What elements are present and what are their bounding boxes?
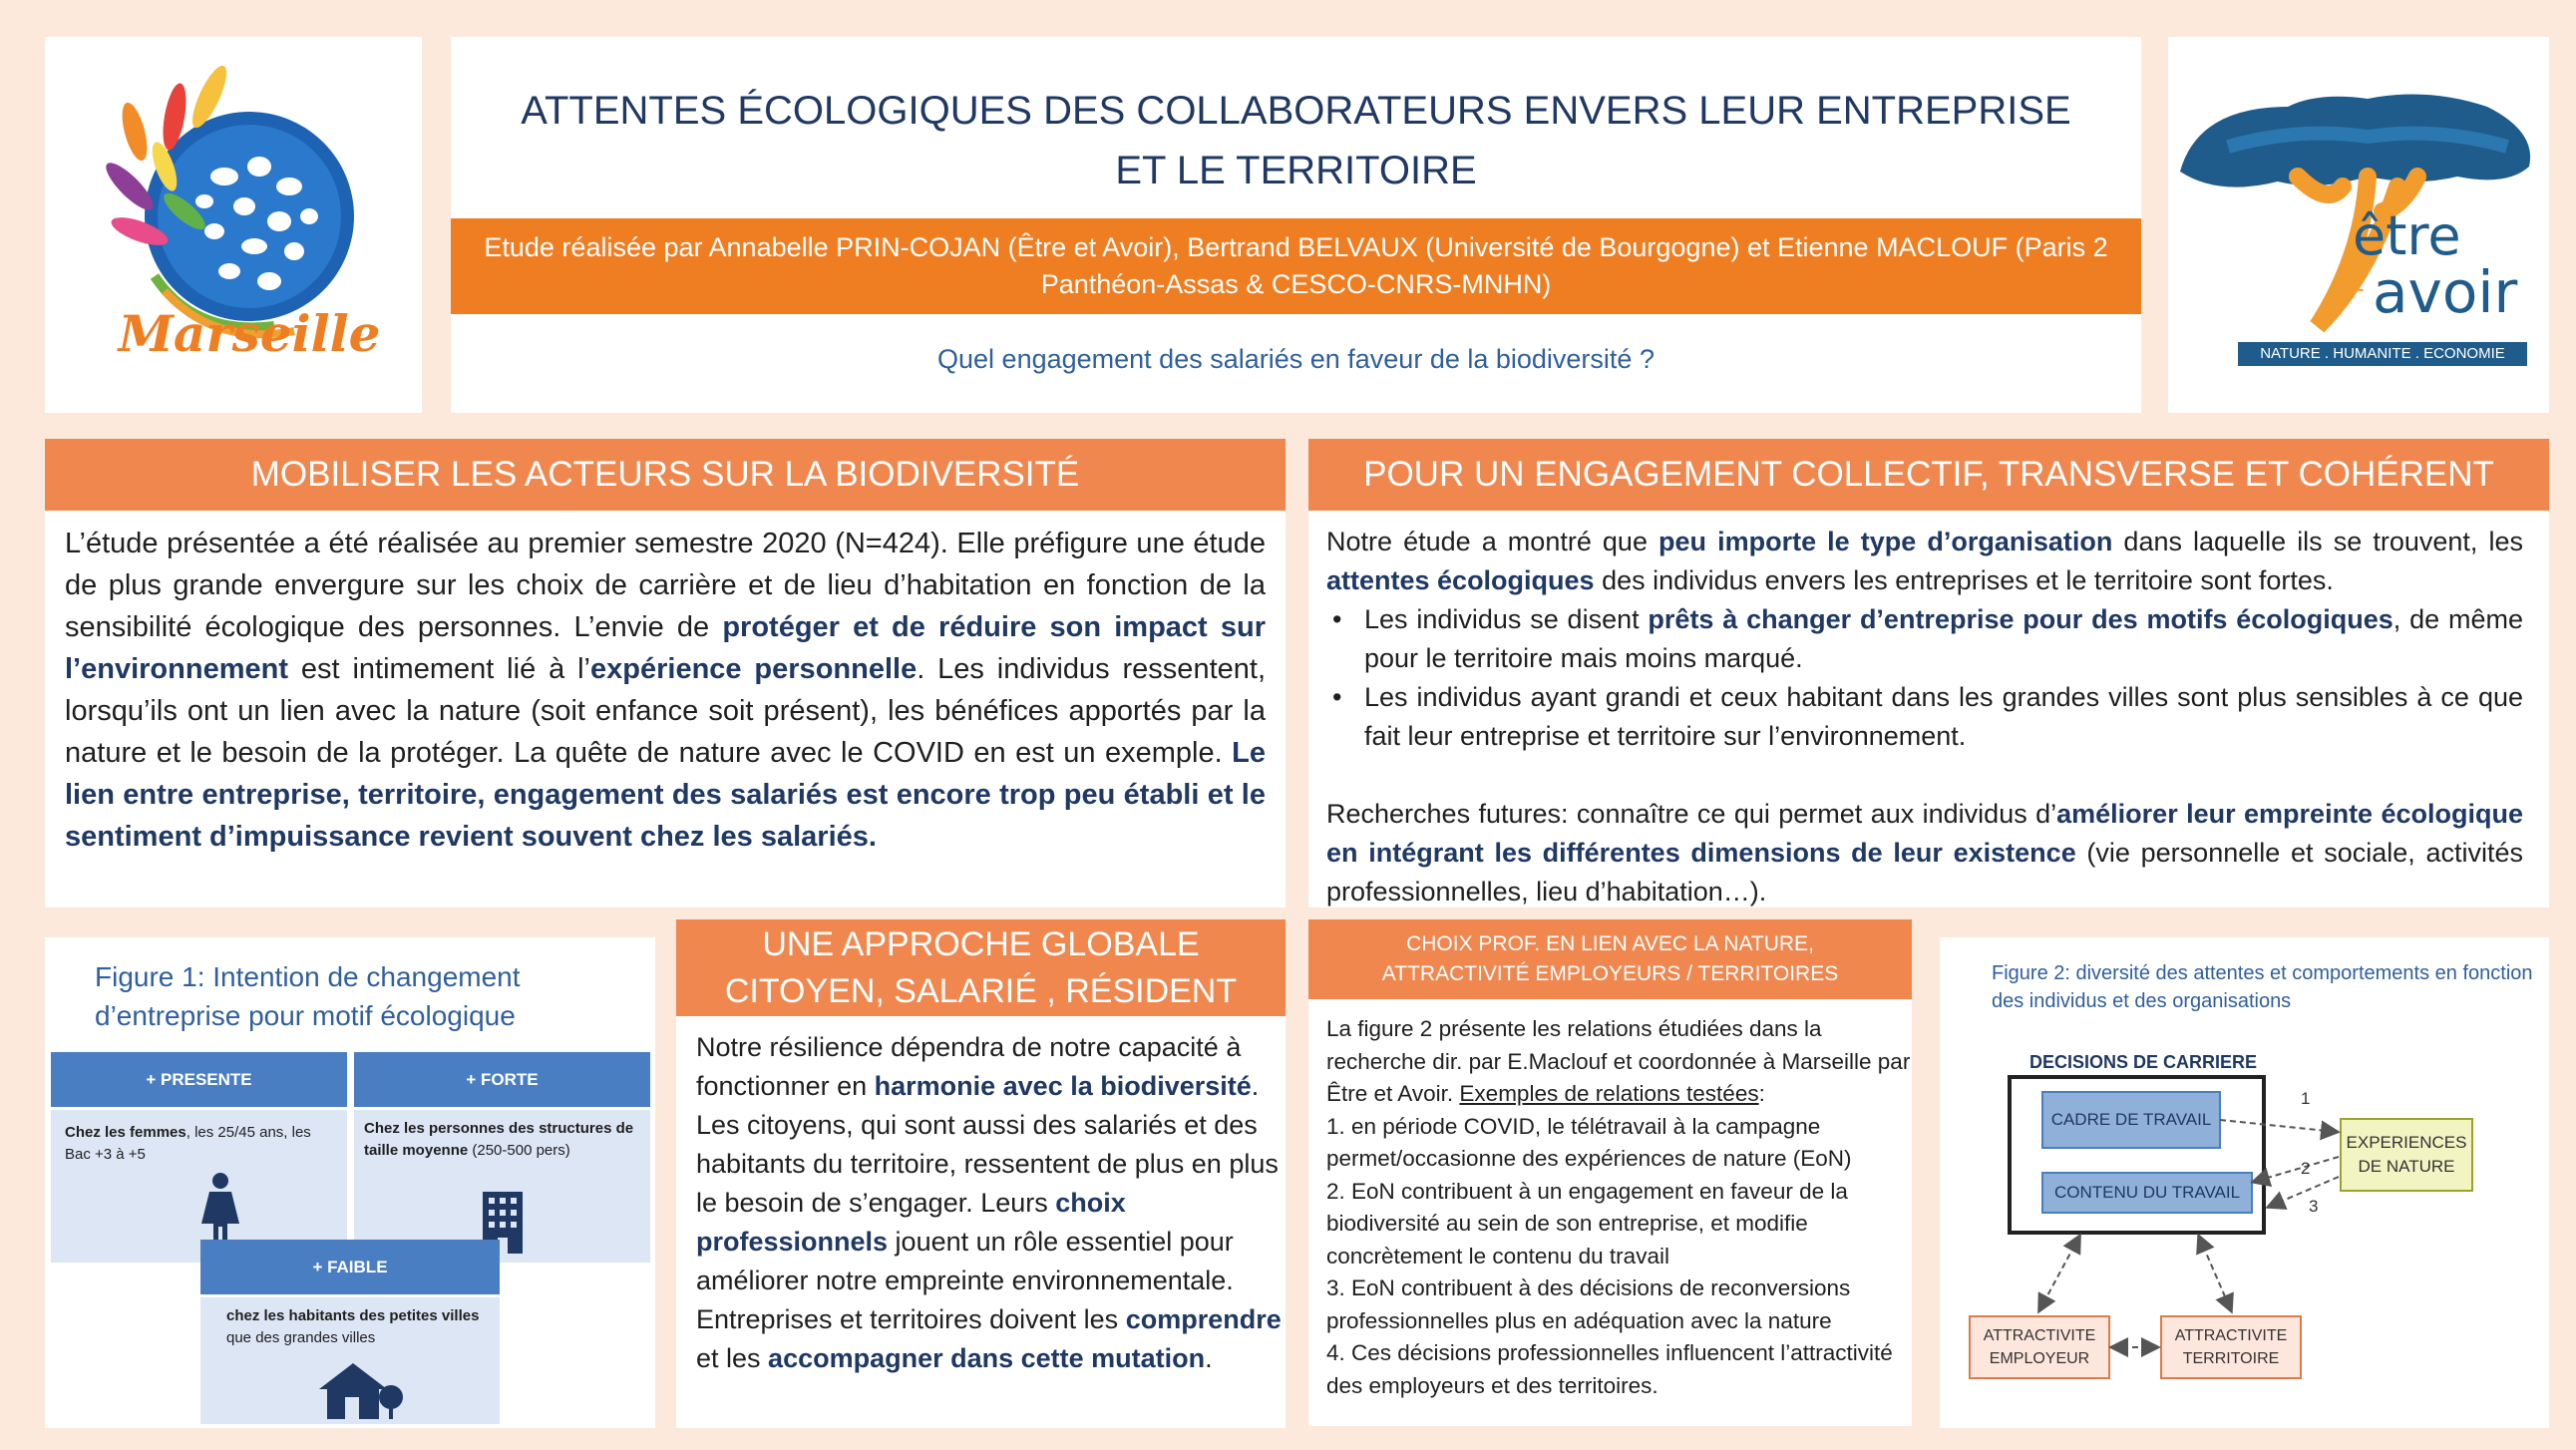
- logo-et: et: [2338, 268, 2365, 298]
- section2-paragraph-1: [1326, 523, 2523, 600]
- arrow-label-3: 3: [2309, 1197, 2319, 1216]
- s3-bold-1: harmonie avec la biodiversité: [874, 1071, 1252, 1101]
- s2-p2-text-2: (vie personnelle et sociale, activités professionnelles, lieu d’habitation…).: [1326, 838, 2523, 906]
- fig1-col3-header: [200, 1240, 500, 1294]
- s3-text-5: .: [1205, 1343, 1213, 1373]
- fig1-col3-body: [200, 1297, 500, 1424]
- bullet1-text-1: Les individus se disent: [1364, 604, 1649, 634]
- section4-title-line1: CHOIX PROF. EN LIEN AVEC LA NATURE,: [1406, 932, 1814, 955]
- arrow-1: [2220, 1120, 2337, 1132]
- arrow-label-2: 2: [2301, 1159, 2311, 1178]
- fig1-col3-header-label: + FAIBLE: [312, 1257, 388, 1276]
- fig1-col1-header-label: + PRESENTE: [146, 1069, 252, 1089]
- bullet1-bold: prêts à changer d’entreprise pour des motifs écologiques: [1648, 604, 2393, 634]
- fig1-col1-rest: , les 25/45 ans, les Bac +3 à +5: [65, 1124, 311, 1163]
- s4-intro-underlined: Exemples de relations testées: [1459, 1081, 1759, 1106]
- s3-text-4: et les: [696, 1343, 769, 1373]
- section2-bullets: [1326, 600, 2523, 756]
- figure2-box: [1940, 937, 2549, 1428]
- s1-bold-2: expérience personnelle: [590, 653, 918, 685]
- section4-header: [1308, 919, 1912, 999]
- attr-territoire-label: ATTRACTIVITE TERRITOIRE: [2174, 1327, 2288, 1367]
- fig1-col3-text: [226, 1305, 496, 1349]
- authors-text: Etude réalisée par Annabelle PRIN-COJAN (Être et Avoir), Bertrand BELVAUX (Université de Bourgogne) et Etienne MACLOUF (Paris 2 Panthéon-Assas & CESCO-CNRS-MNHN): [484, 232, 2108, 299]
- s1-text-2: est intimement lié à l’: [288, 653, 590, 685]
- s2-p2-bold: améliorer leur empreinte écologique en intégrant les différentes dimensions de leur existence: [1326, 799, 2523, 868]
- bullet2-text: Les individus ayant grandi et ceux habitant dans les grandes villes sont plus sensibles à ce que fait leur entreprise et territoire sur l’environnement.: [1364, 682, 2523, 751]
- section1-body: [45, 511, 1286, 907]
- s4-item-4: 4. Ces décisions professionnelles influencent l’attractivité des employeurs et des territoires.: [1326, 1340, 1893, 1398]
- section3-title-line1: UNE APPROCHE GLOBALE: [762, 924, 1200, 963]
- bullet-dot-2: •: [1332, 682, 1342, 712]
- fig1-col1-bold: Chez les femmes: [65, 1124, 186, 1141]
- section3-title-line2: CITOYEN, SALARIÉ , RÉSIDENT: [724, 971, 1238, 1010]
- marseille-logo-box: [45, 37, 422, 413]
- section1-paragraph: [65, 523, 1266, 858]
- section3-header: [676, 919, 1286, 1016]
- s4-intro-end: :: [1758, 1081, 1765, 1106]
- fig1-col3-rest: que des grandes villes: [226, 1329, 376, 1346]
- s4-item-1: 1. en période COVID, le télétravail à la campagne permet/occasionne des expériences de nature (EoN): [1326, 1113, 1852, 1171]
- s1-text-3: . Les individus ressentent, lorsqu’ils ont un lien avec la nature (soit enfance soit présent), les bénéfices apportés par la nature et le besoin de la protéger. La quête de nature avec le COVID en est un exemple.: [65, 653, 1266, 769]
- section4-body: [1308, 999, 1912, 1426]
- s2-text-2: dans laquelle ils se trouvent, les: [2112, 527, 2523, 556]
- experiences-label: EXPERIENCES DE NATURE: [2346, 1133, 2467, 1176]
- s3-bold-3: comprendre: [1125, 1304, 1282, 1334]
- s2-bold-1: peu importe le type d’organisation: [1658, 527, 2113, 556]
- bullet-dot-1: •: [1332, 604, 1342, 634]
- arrow-label-1: 1: [2301, 1089, 2311, 1108]
- section1-title: MOBILISER LES ACTEURS SUR LA BIODIVERSITÉ: [250, 455, 1080, 494]
- s1-bold-1: protéger et de réduire son impact sur l’environnement: [65, 611, 1266, 685]
- figure2-title: Figure 2: diversité des attentes et comportements en fonction des individus et des organisations: [1992, 962, 2533, 1012]
- arrow-3: [2269, 1177, 2339, 1207]
- s4-item-3: 3. EoN contribuent à des décisions de reconversions professionnelles plus en adéquation avec la nature: [1326, 1275, 1851, 1333]
- bullet-1: [1326, 600, 2523, 678]
- arrow-territoire: [2199, 1237, 2231, 1310]
- s2-text-1: Notre étude a montré que: [1326, 527, 1659, 556]
- s1-text-1: L’étude présentée a été réalisée au premier semestre 2020 (N=424). Elle préfigure une étude de plus grande envergure sur les choix de carrière et de lieu d’habitation en fonction de la sensibilité écologique des personnes. L’envie de: [65, 528, 1266, 643]
- arrow-employeur: [2039, 1237, 2079, 1310]
- figure1-box: [45, 937, 655, 1428]
- section4-text: [1326, 1013, 1912, 1402]
- cadre-label: CADRE DE TRAVAIL: [2050, 1110, 2212, 1129]
- section1-header: [45, 439, 1286, 511]
- marseille-logo-text: Marseille: [118, 304, 381, 363]
- s2-p2-text-1: Recherches futures: connaître ce qui permet aux individus d’: [1326, 799, 2057, 829]
- figure1-title: Figure 1: Intention de changement d’entreprise pour motif écologique: [95, 961, 521, 1031]
- fig1-col2-header: [354, 1052, 650, 1107]
- etre-avoir-logo-box: [2168, 37, 2549, 413]
- fig1-col3-bold: chez les habitants des petites villes: [226, 1307, 480, 1324]
- authors-banner: [451, 218, 2141, 314]
- s2-text-3: des individus envers les entreprises et le territoire sont fortes.: [1594, 565, 2334, 595]
- logo-avoir: avoir: [2373, 258, 2518, 326]
- s3-bold-4: accompagner dans cette mutation: [768, 1343, 1206, 1373]
- fig1-col2-text: [364, 1118, 643, 1162]
- section4-title-line2: ATTRACTIVITÉ EMPLOYEURS / TERRITOIRES: [1381, 962, 1839, 985]
- section3-paragraph: [696, 1028, 1286, 1378]
- decisions-label: DECISIONS DE CARRIERE: [2029, 1052, 2258, 1072]
- s2-bold-2: attentes écologiques: [1326, 565, 1595, 595]
- s3-text-2: . Les citoyens, qui sont aussi des salariés et des habitants du territoire, ressentent de plus en plus le besoin de s’engager. Leurs: [696, 1071, 1279, 1218]
- bullet-2: [1326, 678, 2523, 756]
- s3-text-1: Notre résilience dépendra de notre capacité à fonctionner en: [696, 1032, 1242, 1101]
- s3-bold-2: choix professionnels: [696, 1188, 1126, 1257]
- section2-title: POUR UN ENGAGEMENT COLLECTIF, TRANSVERSE ET COHÉRENT: [1363, 455, 2494, 494]
- contenu-label: CONTENU DU TRAVAIL: [2053, 1183, 2241, 1202]
- header-box: [451, 37, 2141, 413]
- fig1-col2-rest: (250-500 pers): [468, 1142, 570, 1159]
- section3-body: [676, 1016, 1286, 1428]
- fig1-col1-text: [65, 1122, 334, 1166]
- logo-tagline: NATURE . HUMANITE . ECONOMIE: [2238, 342, 2527, 366]
- logo-etre: être: [2353, 204, 2461, 267]
- section2-header: [1308, 439, 2549, 511]
- fig1-col2-bold: Chez les personnes des structures de taille moyenne: [364, 1120, 634, 1159]
- section2-body: [1308, 511, 2549, 907]
- fig1-col1-header: [51, 1052, 347, 1107]
- poster-title: ATTENTES ÉCOLOGIQUES DES COLLABORATEURS ENVERS LEUR ENTREPRISE ET LE TERRITOIRE: [521, 89, 2071, 192]
- bullet1-text-2: , de même pour le territoire mais moins marqué.: [1364, 604, 2523, 673]
- fig1-col2-header-label: + FORTE: [466, 1069, 539, 1089]
- section2-paragraph-2: [1326, 795, 2523, 911]
- s3-text-3: jouent un rôle essentiel pour améliorer notre empreinte environnementale. Entreprises et territoires doivent les: [696, 1227, 1234, 1334]
- s1-bold-3: Le lien entre entreprise, territoire, engagement des salariés est encore trop peu établi et le sentiment d’impuissance revient souvent chez les salariés.: [65, 737, 1266, 853]
- research-question: Quel engagement des salariés en faveur de la biodiversité ?: [937, 344, 1655, 374]
- house-icon: [315, 1359, 405, 1421]
- s4-intro: La figure 2 présente les relations étudiées dans la recherche dir. par E.Maclouf et coordonnée à Marseille par Être et Avoir.: [1326, 1016, 1911, 1106]
- attr-employeur-label: ATTRACTIVITE EMPLOYEUR: [1983, 1327, 2096, 1367]
- arrow-2: [2254, 1157, 2339, 1182]
- s4-item-2: 2. EoN contribuent à un engagement en faveur de la biodiversité au sein de son entreprise, et modifie concrètement le contenu du travail: [1326, 1178, 1848, 1269]
